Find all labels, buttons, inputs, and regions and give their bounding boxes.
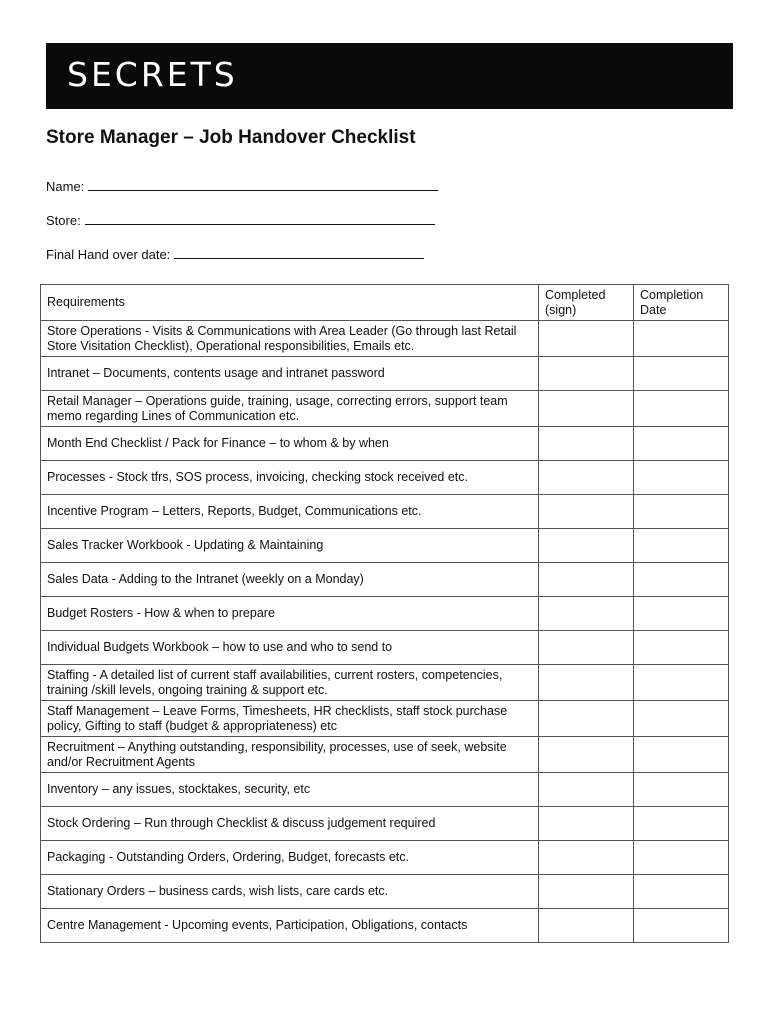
completion-date-cell[interactable] [634, 563, 729, 597]
completed-sign-cell[interactable] [539, 909, 634, 943]
completion-date-cell[interactable] [634, 461, 729, 495]
date-header-line2: Date [640, 302, 667, 317]
completed-sign-header [539, 285, 634, 321]
completion-date-cell[interactable] [634, 357, 729, 391]
table-row [41, 737, 729, 773]
completed-sign-cell[interactable] [539, 357, 634, 391]
completion-date-cell[interactable] [634, 665, 729, 701]
requirement-cell: Stock Ordering – Run through Checklist & discuss judgement required [41, 807, 539, 841]
completion-date-cell[interactable] [634, 773, 729, 807]
completed-sign-cell[interactable] [539, 427, 634, 461]
completed-sign-cell[interactable] [539, 495, 634, 529]
name-blank-line [88, 178, 438, 191]
requirements-header: Requirements [41, 285, 539, 321]
completed-header-line2: (sign) [545, 302, 577, 317]
table-row [41, 427, 729, 461]
completion-date-cell[interactable] [634, 737, 729, 773]
completed-sign-cell[interactable] [539, 841, 634, 875]
completion-date-cell[interactable] [634, 321, 729, 357]
table-row [41, 665, 729, 701]
table-row [41, 529, 729, 563]
handover-date-blank-line [174, 246, 424, 259]
requirement-cell: Stationary Orders – business cards, wish lists, care cards etc. [41, 875, 539, 909]
completed-sign-cell[interactable] [539, 807, 634, 841]
table-row [41, 597, 729, 631]
completed-sign-cell[interactable] [539, 875, 634, 909]
table-row [41, 391, 729, 427]
table-row [41, 495, 729, 529]
completion-date-header [634, 285, 729, 321]
requirement-cell: Store Operations - Visits & Communications with Area Leader (Go through last Retail Store Visitation Checklist), Operational responsibilities, Emails etc. [41, 321, 539, 357]
store-field [46, 212, 435, 228]
completed-sign-cell[interactable] [539, 597, 634, 631]
table-row [41, 563, 729, 597]
requirement-cell: Month End Checklist / Pack for Finance – to whom & by when [41, 427, 539, 461]
brand-banner [46, 43, 733, 109]
requirement-cell: Recruitment – Anything outstanding, responsibility, processes, use of seek, website and/or Recruitment Agents [41, 737, 539, 773]
completion-date-cell[interactable] [634, 807, 729, 841]
brand-logo: SECRETS [67, 55, 238, 94]
requirement-cell: Budget Rosters - How & when to prepare [41, 597, 539, 631]
completion-date-cell[interactable] [634, 701, 729, 737]
requirement-cell: Staffing - A detailed list of current staff availabilities, current rosters, competencies, training /skill levels, ongoing training & support etc. [41, 665, 539, 701]
completion-date-cell[interactable] [634, 909, 729, 943]
date-header-line1: Completion [640, 287, 704, 302]
handover-checklist-table [40, 284, 729, 943]
table-row [41, 841, 729, 875]
completion-date-cell[interactable] [634, 875, 729, 909]
name-field [46, 178, 438, 194]
requirement-cell: Individual Budgets Workbook – how to use and who to send to [41, 631, 539, 665]
table-row [41, 461, 729, 495]
store-blank-line [85, 212, 435, 225]
requirement-cell: Intranet – Documents, contents usage and intranet password [41, 357, 539, 391]
requirement-cell: Sales Tracker Workbook - Updating & Maintaining [41, 529, 539, 563]
completion-date-cell[interactable] [634, 597, 729, 631]
requirement-cell: Inventory – any issues, stocktakes, security, etc [41, 773, 539, 807]
completed-sign-cell[interactable] [539, 631, 634, 665]
completion-date-cell[interactable] [634, 427, 729, 461]
table-row [41, 875, 729, 909]
table-row [41, 357, 729, 391]
table-row [41, 773, 729, 807]
table-row [41, 701, 729, 737]
requirement-cell: Centre Management - Upcoming events, Participation, Obligations, contacts [41, 909, 539, 943]
completed-sign-cell[interactable] [539, 391, 634, 427]
completion-date-cell[interactable] [634, 529, 729, 563]
name-label: Name: [46, 179, 85, 194]
completed-sign-cell[interactable] [539, 321, 634, 357]
completed-sign-cell[interactable] [539, 737, 634, 773]
table-row [41, 909, 729, 943]
completed-header-line1: Completed [545, 287, 606, 302]
completion-date-cell[interactable] [634, 391, 729, 427]
handover-date-label: Final Hand over date: [46, 247, 171, 262]
requirement-cell: Incentive Program – Letters, Reports, Budget, Communications etc. [41, 495, 539, 529]
requirement-cell: Sales Data - Adding to the Intranet (weekly on a Monday) [41, 563, 539, 597]
completed-sign-cell[interactable] [539, 461, 634, 495]
requirement-cell: Staff Management – Leave Forms, Timesheets, HR checklists, staff stock purchase policy, Gifting to staff (budget & appropriateness) etc [41, 701, 539, 737]
completion-date-cell[interactable] [634, 841, 729, 875]
requirement-cell: Processes - Stock tfrs, SOS process, invoicing, checking stock received etc. [41, 461, 539, 495]
completed-sign-cell[interactable] [539, 563, 634, 597]
completed-sign-cell[interactable] [539, 701, 634, 737]
completed-sign-cell[interactable] [539, 529, 634, 563]
table-header-row [41, 285, 729, 321]
table-row [41, 807, 729, 841]
completion-date-cell[interactable] [634, 495, 729, 529]
completed-sign-cell[interactable] [539, 665, 634, 701]
table-row [41, 321, 729, 357]
document-title: Store Manager – Job Handover Checklist [46, 127, 416, 148]
requirement-cell: Retail Manager – Operations guide, training, usage, correcting errors, support team memo regarding Lines of Communication etc. [41, 391, 539, 427]
completed-sign-cell[interactable] [539, 773, 634, 807]
table-row [41, 631, 729, 665]
completion-date-cell[interactable] [634, 631, 729, 665]
requirement-cell: Packaging - Outstanding Orders, Ordering, Budget, forecasts etc. [41, 841, 539, 875]
store-label: Store: [46, 213, 81, 228]
handover-date-field [46, 246, 424, 262]
